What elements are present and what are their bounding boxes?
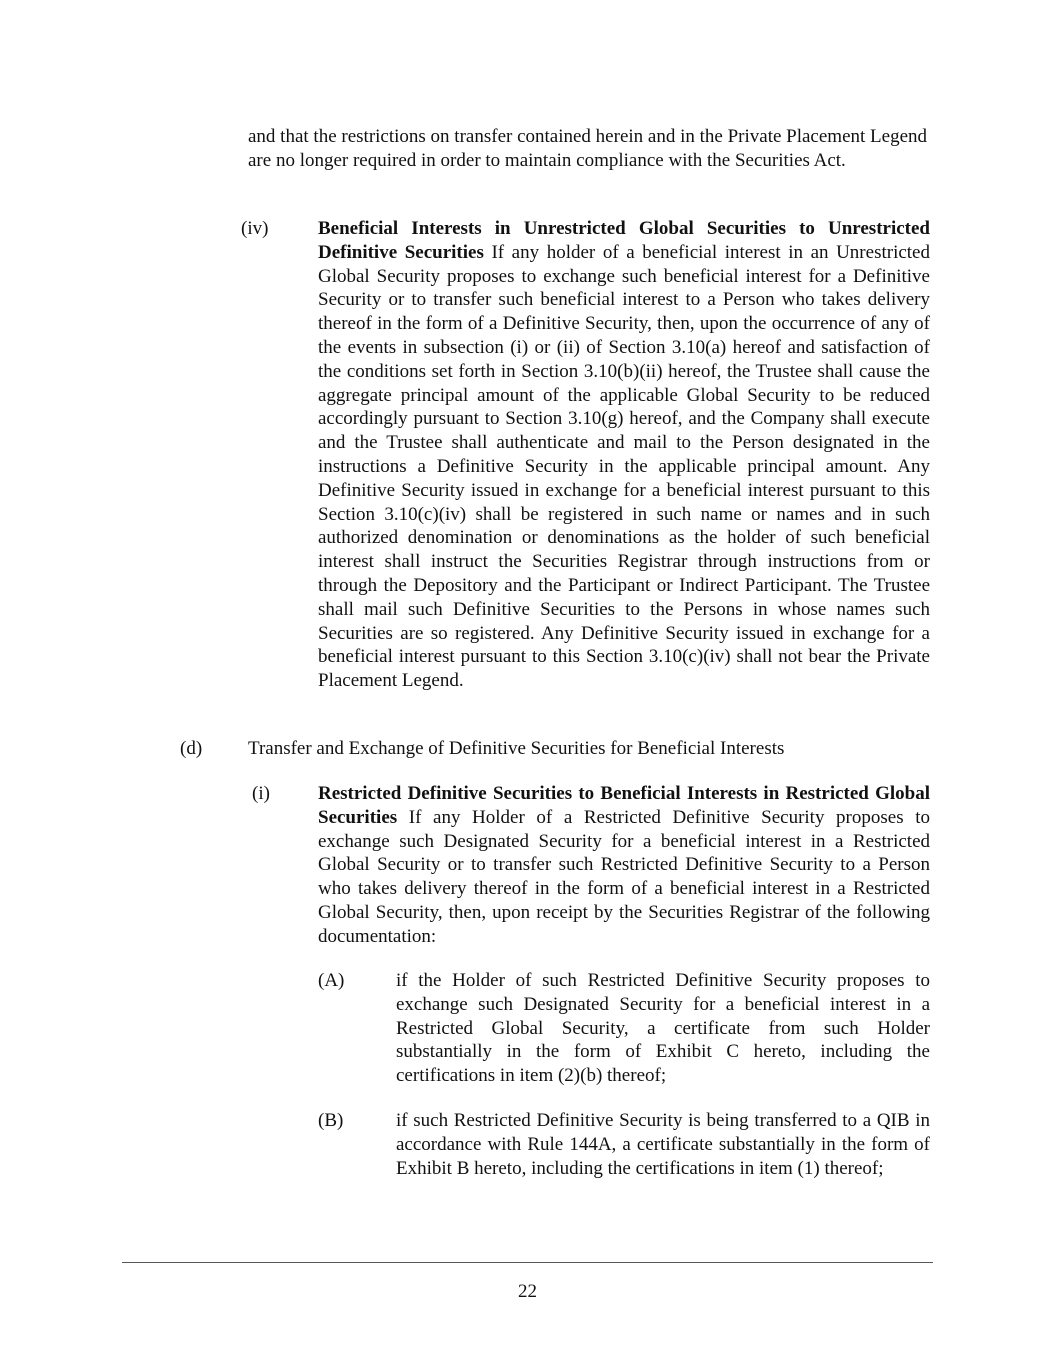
item-iv-heading: Beneficial Interests in Unrestricted Global Securities to Unrestricted Definitive Securities (318, 218, 930, 263)
section-d-heading: Transfer and Exchange of Definitive Securities for Beneficial Interests (248, 738, 785, 759)
item-b-label: (B) (318, 1110, 344, 1131)
item-i-heading: Restricted Definitive Securities to Beneficial Interests in Restricted Global Securities (318, 783, 930, 828)
item-i-paragraph (318, 782, 930, 949)
footer-divider (122, 1262, 933, 1263)
item-a-label: (A) (318, 970, 345, 991)
item-b-paragraph: if such Restricted Definitive Security is being transferred to a QIB in accordance with Rule 144A, a certificate substantially in the form of Exhibit B hereto, including the certifications in item (1) thereof; (396, 1110, 930, 1179)
page-number: 22 (518, 1281, 537, 1302)
item-a-paragraph: if the Holder of such Restricted Definitive Security proposes to exchange such Designated Security for a beneficial interest in a Restricted Global Security, a certificate from such Holder substantially in the form of Exhibit C hereto, including the certifications in item (2)(b) thereof; (396, 970, 930, 1087)
intro-text: and that the restrictions on transfer contained herein and in the Private Placement Legend are no longer required in order to maintain compliance with the Securities Act. (248, 126, 928, 171)
item-iv-paragraph (318, 217, 930, 693)
item-i-body: If any Holder of a Restricted Definitive Security proposes to exchange such Designated Security for a beneficial interest in a Restricted Global Security or to transfer such Restricted Definitive Security to a Person who takes delivery thereof in the form of a beneficial interest in a Restricted Global Security, then, upon receipt by the Securities Registrar of the following documentation: (318, 806, 930, 947)
item-i-label: (i) (252, 783, 270, 804)
intro-paragraph (248, 125, 930, 173)
item-iv-label: (iv) (241, 218, 269, 239)
section-d-label: (d) (180, 738, 203, 759)
item-iv-body: If any holder of a beneficial interest in an Unrestricted Global Security proposes to exchange such beneficial interest for a Definitive Security or to transfer such beneficial interest to a Person who takes delivery thereof in the form of a Definitive Security, then, upon the occurrence of any of the events in subsection (i) or (ii) of Section 3.10(a) hereof and satisfaction of the conditions set forth in Section 3.10(b)(ii) hereof, the Trustee shall cause the aggregate principal amount of the applicable Global Security to be reduced accordingly pursuant to Section 3.10(g) hereof, and the Company shall execute and the Trustee shall authenticate and mail to the Person designated in the instructions a Definitive Security in the applicable principal amount. Any Definitive Security issued in exchange for a beneficial interest pursuant to this Section 3.10(c)(iv) shall be registered in such name or names and in such authorized denomination or denominations as the holder of such beneficial interest shall instruct the Securities Registrar through instructions from or through the Depository and the Participant or Indirect Participant. The Trustee shall mail such Definitive Securities to the Persons in whose names such Securities are so registered. Any Definitive Security issued in exchange for a beneficial interest pursuant to this Section 3.10(c)(iv) shall not bear the Private Placement Legend. (318, 241, 930, 692)
